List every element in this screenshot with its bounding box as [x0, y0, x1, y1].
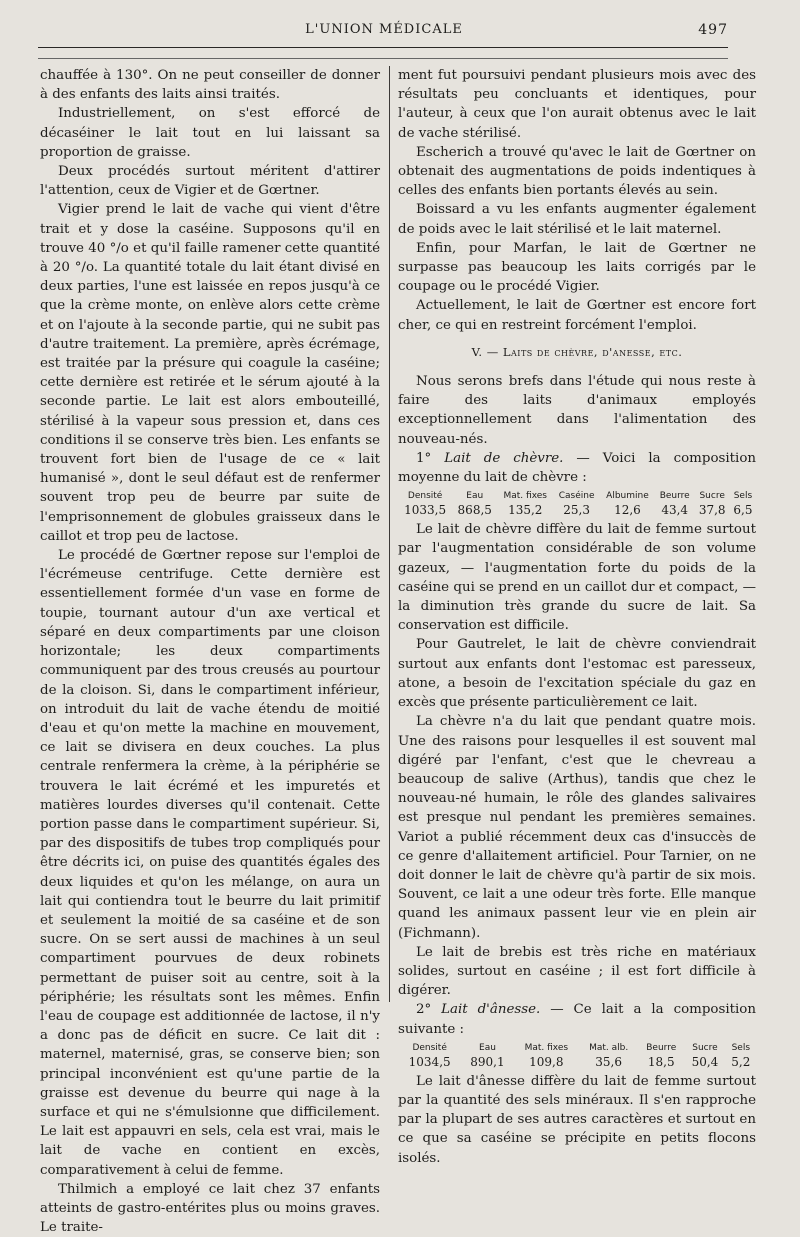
paragraph: Le lait de brebis est très riche en matériaux solides, surtout en caséine ; il est fort difficile à digérer. [398, 944, 756, 999]
table-cell: 890,1 [470, 1054, 505, 1069]
table-header: Densité [407, 491, 443, 502]
paragraph: Boissard a vu les enfants augmenter également de poids avec le lait stérilisé et le lait maternel. [398, 202, 756, 237]
paragraph: Le lait d'ânesse diffère du lait de femme surtout par la quantité des sels minéraux. Il s'en rapproche par la plupart de ses autres caractères et surtout en ce que sa caséine se précipite en petits flocons isolés. [398, 1073, 756, 1166]
goat-milk-composition-table [398, 489, 756, 517]
subsection-heading-ass [398, 1000, 756, 1038]
table-cell: 50,4 [691, 1054, 719, 1069]
paragraph: Actuellement, le lait de Gœrtner est encore fort cher, ce qui en restreint forcément l'emploi. [398, 298, 756, 333]
subsection-number: 1° [416, 450, 432, 466]
table-header: Sucre [692, 1042, 718, 1053]
subsection-heading-goat [398, 449, 756, 487]
paragraph: chauffée à 130°. On ne peut conseiller de donner à des enfants des laits ainsi traités. [40, 68, 380, 103]
table-header: Densité [412, 1042, 447, 1053]
subsection-lead: — Voici la composition moyenne du lait de chèvre : [398, 450, 757, 486]
table-header: Mat. fixes [524, 1042, 569, 1053]
paragraph: Vigier prend le lait de vache qui vient d'être trait et y dose la caséine. Supposons qu'il en trouve 40 °/o et qu'il faille ramener cette quantité à 20 °/o. La quantité totale du lait étant divisé en deux parties, l'une est laissée en repos jusqu'à ce que la crème monte, on enlève alors cette crème et on l'ajoute à la seconde partie, qui ne subit pas d'autre traitement. La première, après écrémage, est traitée par la présure qui coagule la caséine; cette dernière est retirée et le sérum ajouté à la seconde partie. Le lait est alors embouteillé, stérilisé à la vapeur sous pression et, dans ces conditions il se conserve très bien. Les enfants se trouvent fort bien de l'usage de ce « lait humanisé », dont le seul défaut est de renfermer souvent trop peu de beurre par suite de l'emprisonnement de globules graisseux dans le caillot et trop peu de lactose. [40, 202, 380, 544]
header-rule [38, 47, 728, 49]
table-cell: 1033,5 [404, 503, 447, 518]
table-cell: 135,2 [508, 503, 543, 518]
running-header [40, 22, 728, 44]
journal-title: L'UNION MÉDICALE [305, 22, 463, 37]
paragraph: Thilmich a employé ce lait chez 37 enfants atteints de gastro-entérites plus ou moins graves. Le traite- [40, 1181, 380, 1236]
paragraph: Industriellement, on s'est efforcé de décaséiner le lait tout en lui laissant sa proportion de graisse. [40, 106, 380, 160]
paragraph: Deux procédés surtout méritent d'attirer l'attention, ceux de Vigier et de Gœrtner. [40, 164, 380, 199]
table-cell: 43,4 [661, 503, 689, 518]
table-cell: 25,3 [563, 503, 590, 518]
table-header: Mat. alb. [589, 1042, 629, 1053]
paragraph: Enfin, pour Marfan, le lait de Gœrtner ne surpasse pas beaucoup les laits corrigés par le coupage ou le procédé Vigier. [398, 240, 756, 295]
subsection-number: 2° [416, 1002, 432, 1018]
paragraph: Escherich a trouvé qu'avec le lait de Gœrtner on obtenait des augmentations de poids indentiques à celles des enfants bien portants élevés au sein. [398, 144, 756, 199]
table-cell: 6,5 [733, 503, 753, 518]
header-rule-secondary [38, 58, 728, 59]
table-cell: 5,2 [731, 1054, 751, 1069]
table-header-row [398, 489, 756, 503]
column-separator [389, 66, 390, 1002]
table-cell: 37,8 [698, 503, 726, 518]
table-row [398, 503, 756, 517]
left-column [40, 66, 380, 1237]
table-cell: 1034,5 [408, 1054, 451, 1069]
ass-milk-composition-table [398, 1041, 756, 1069]
paragraph: Pour Gautrelet, le lait de chèvre conviendrait surtout aux enfants dont l'estomac est paresseux, atone, a besoin de l'excitation spéciale du gaz en excès que présente particulièrement ce lait. [398, 637, 756, 711]
paragraph: La chèvre n'a du lait que pendant quatre mois. Une des raisons pour lesquelles il est souvent mal digéré par l'enfant, c'est que le chevreau a beaucoup de salive (Arthus), tandis que chez le nouveau-né humain, le rôle des glandes salivaires est presque nul pendant les premières semaines. Variot a publié récemment deux cas d'insuccès de ce genre d'allaitement artificiel. Pour Tarnier, on ne doit donner le lait de chèvre qu'à partir de six mois. Souvent, ce lait a une odeur très forte. Elle manque quand les animaux passent leur vie en plein air (Fichmann). [398, 714, 756, 941]
table-header: Sels [733, 491, 753, 502]
table-cell: 868,5 [457, 503, 492, 518]
section-title: Laits de chèvre, d'anesse, etc. [502, 344, 683, 359]
table-header: Eau [479, 1042, 496, 1053]
table-header: Mat. fixes [503, 491, 547, 502]
paragraph: Nous serons brefs dans l'étude qui nous reste à faire des laits d'animaux employés exceptionnellement dans l'alimentation des nouveau-nés. [398, 374, 756, 447]
paragraph: ment fut poursuivi pendant plusieurs mois avec des résultats peu concluants et identiques, pour l'auteur, à ceux que l'on aurait obtenus avec le lait de vache stérilisé. [398, 68, 756, 141]
subsection-label: Lait de chèvre. [444, 450, 564, 466]
table-row [398, 1055, 756, 1069]
subsection-label: Lait d'ânesse. [441, 1002, 541, 1018]
section-heading [398, 343, 756, 362]
section-number: V. — [471, 344, 499, 359]
table-header: Albumine [606, 491, 649, 502]
table-header: Sucre [699, 491, 725, 502]
table-header: Beurre [659, 491, 690, 502]
table-header-row [398, 1041, 756, 1055]
table-cell: 109,8 [529, 1054, 564, 1069]
table-cell: 12,6 [614, 503, 641, 518]
right-column [398, 66, 756, 1168]
table-header: Caséine [558, 491, 595, 502]
table-header: Eau [466, 491, 484, 502]
table-cell: 35,6 [595, 1054, 622, 1069]
table-header: Beurre [646, 1042, 677, 1053]
paragraph: Le procédé de Gœrtner repose sur l'emploi de l'écrémeuse centrifuge. Cette dernière est essentiellement formée d'un vase en forme de toupie, tournant autour d'un axe vertical et séparé en deux compartiments par une cloison horizontale; les deux compartiments communiquent par des trous creusés au pourtour de la cloison. Si, dans le compartiment inférieur, on introduit du lait de vache étendu de moitié d'eau et qu'on mette la machine en mouvement, ce lait se divisera en deux couches. La plus centrale renfermera la crème, à la périphérie se trouvera le lait écrémé et les impuretés et matières lourdes diverses qu'il contenait. Cette portion passe dans le compartiment supérieur. Si, par des dispositifs de tubes trop compliqués pour être décrits ici, on puise des quantités égales des deux liquides et qu'on les mélange, on aura un lait qui contiendra tout le beurre du lait primitif et seulement la moitié de sa caséine et de son sucre. On se sert aussi de machines à un seul compartiment pourvues de deux robinets permettant de puiser soit au centre, soit à la périphérie; les résultats sont les mêmes. Enfin l'eau de coupage est additionnée de lactose, il n'y a donc pas de déficit en sucre. Ce lait dit : maternel, maternisé, gras, se conserve bien; son principal inconvénient est qu'une partie de la graisse est devenue du beurre qui nage à la surface et qui ne s'émulsionne que difficilement. Le lait est appauvri en sels, cela est vrai, mais le lait de vache en contient en excès, comparativement à celui de femme. [40, 548, 380, 1178]
paragraph: Le lait de chèvre diffère du lait de femme surtout par l'augmentation considérable de son volume gazeux, — l'augmentation forte du poids de la caséine qui se prend en un caillot dur et compact, — la diminution très grande du sucre de lait. Sa conservation est difficile. [398, 522, 756, 634]
table-cell: 18,5 [647, 1054, 675, 1069]
page-number: 497 [698, 22, 728, 38]
subsection-lead: — Ce lait a la composition suivante : [398, 1002, 756, 1037]
table-header: Sels [731, 1042, 751, 1053]
